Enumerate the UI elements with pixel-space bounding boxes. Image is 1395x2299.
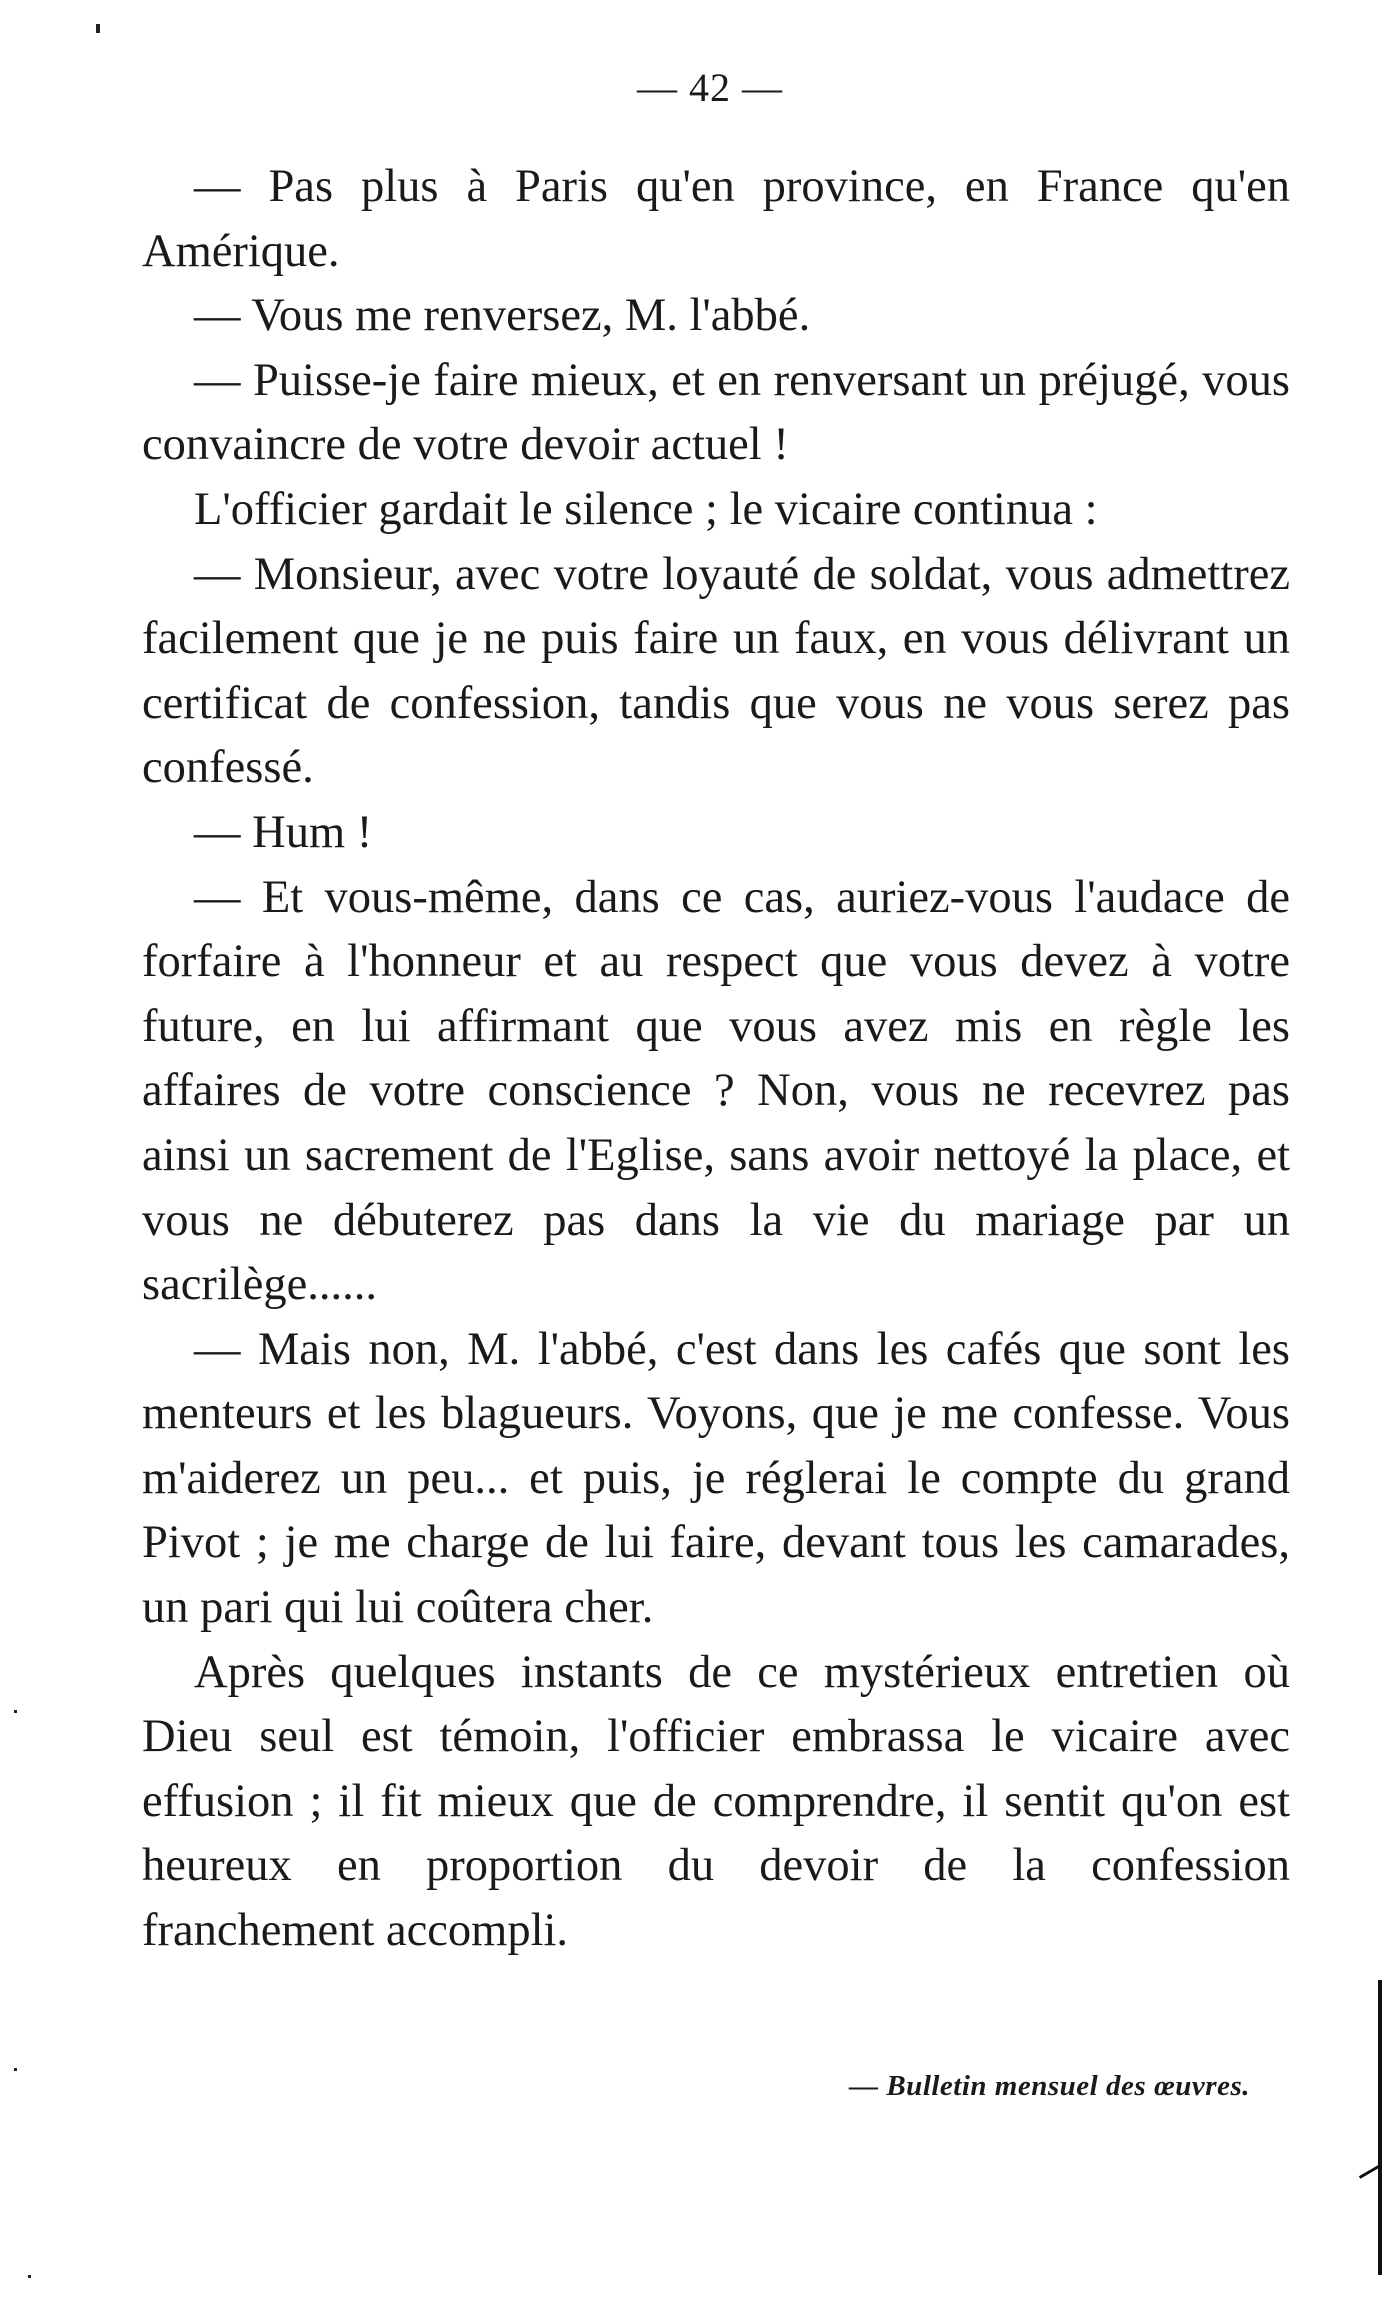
- paragraph: — Vous me renversez, M. l'abbé.: [194, 290, 811, 342]
- paragraph: — Monsieur, avec votre loyauté de soldat, vous admettrez facilement que je ne puis faire un faux, en vous délivrant un certificat de confession, tandis que vous ne vous serez pas confessé.: [142, 548, 1290, 794]
- paragraph: — Puisse-je faire mieux, et en renversant un préjugé, vous convaincre de votre devoir actuel !: [142, 354, 1290, 471]
- paragraph: L'officier gardait le silence ; le vicaire continua :: [194, 483, 1098, 535]
- scan-speck: [96, 24, 100, 33]
- scan-speck: [14, 1710, 17, 1713]
- source-attribution: — Bulletin mensuel des œuvres.: [849, 2070, 1250, 2102]
- page-edge-line: [1378, 1980, 1382, 2275]
- paragraph: Après quelques instants de ce mystérieux entretien où Dieu seul est témoin, l'officier embrassa le vicaire avec effusion ; il fit mieux que de comprendre, il sentit qu'on est heureux en proportion du devoir de la confession franchement accompli.: [142, 1646, 1290, 1957]
- paragraph: — Pas plus à Paris qu'en province, en France qu'en Amérique.: [142, 161, 1290, 277]
- paragraph: — Hum !: [194, 806, 373, 858]
- scan-speck: [28, 2275, 31, 2278]
- page-number: — 42 —: [637, 65, 783, 110]
- body-text: [142, 155, 1290, 1964]
- paragraph: — Mais non, M. l'abbé, c'est dans les cafés que sont les menteurs et les blagueurs. Voyons, que je me confesse. Vous m'aiderez un peu... et puis, je réglerai le compte du grand Pivot ; je me charge de lui faire, devant tous les camarades, un pari qui lui coûtera cher.: [142, 1323, 1290, 1634]
- scan-speck: [14, 2068, 17, 2071]
- paragraph: — Et vous-même, dans ce cas, auriez-vous l'audace de forfaire à l'honneur et au respect que vous devez à votre future, en lui affirmant que vous avez mis en règle les affaires de votre conscience ? Non, vous ne recevrez pas ainsi un sacrement de l'Eglise, sans avoir nettoyé la place, et vous ne débuterez pas dans la vie du mariage par un sacrilège......: [142, 871, 1290, 1311]
